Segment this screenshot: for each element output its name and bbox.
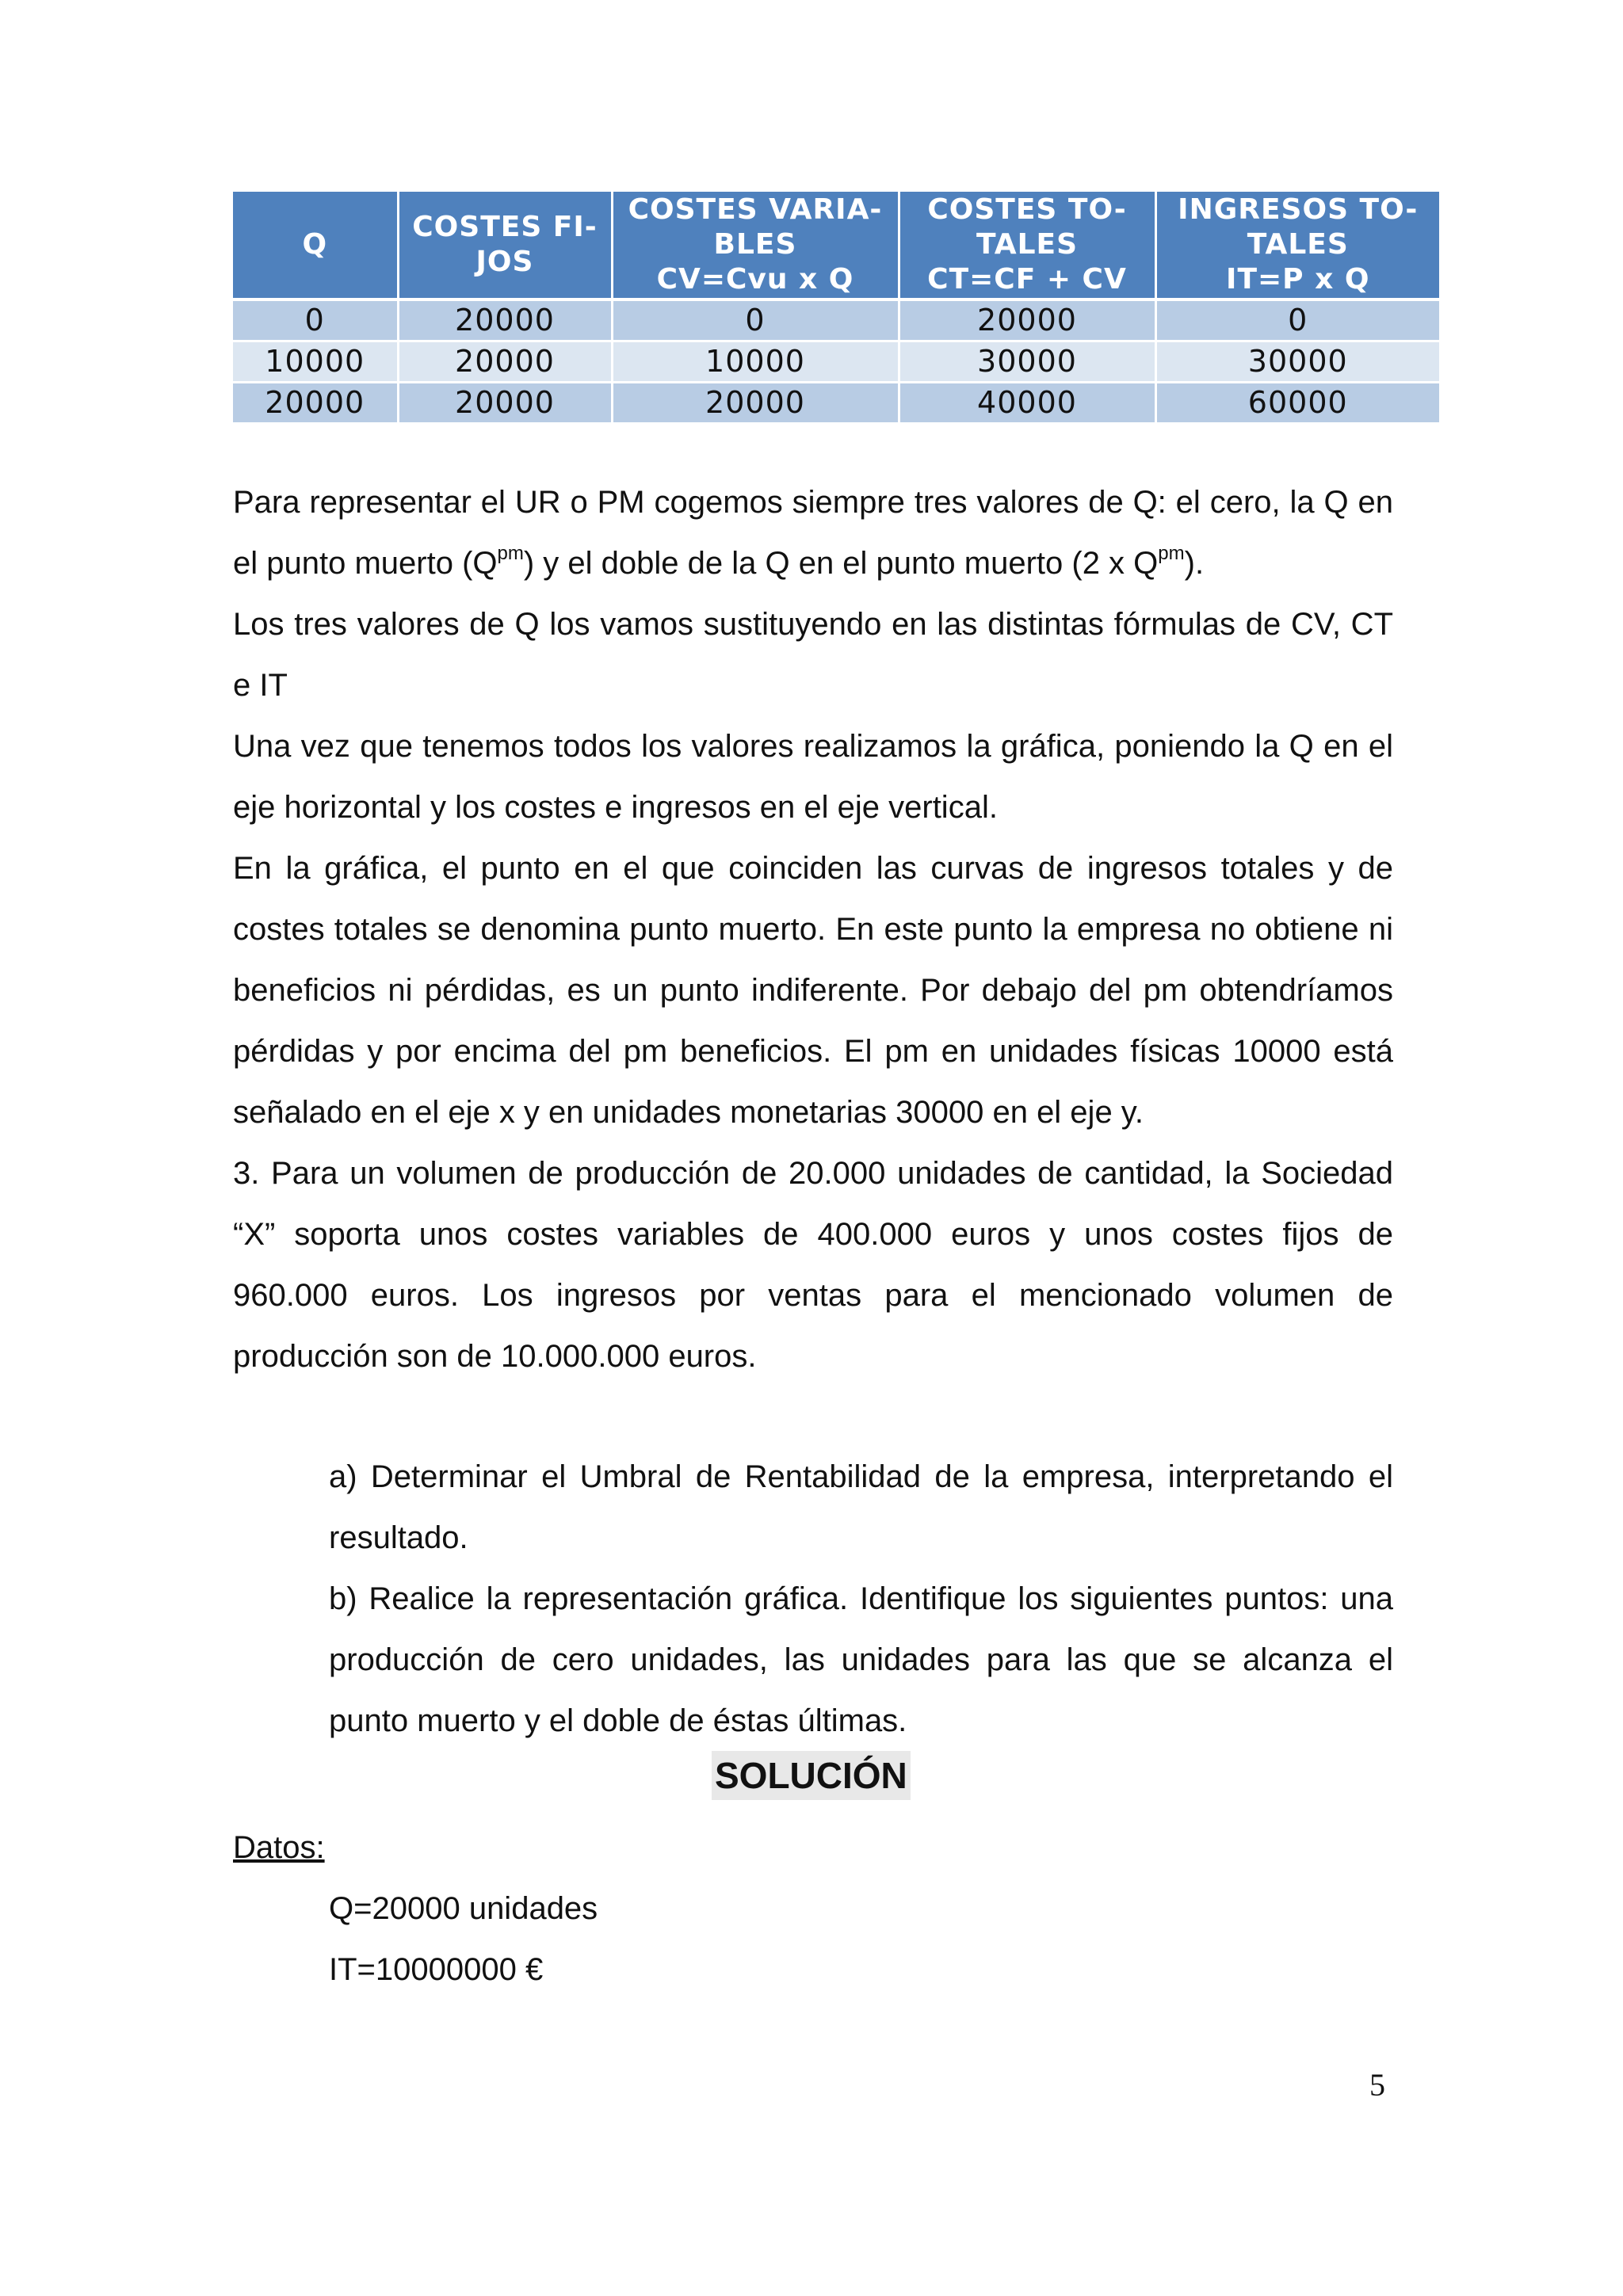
- table-row: [233, 383, 1439, 424]
- table-header-row: [233, 192, 1439, 299]
- paragraph-graph: Una vez que tenemos todos los valores realizamos la gráfica, poniendo la Q en el eje horizontal y los costes e ingresos en el eje vertical.: [233, 729, 1393, 825]
- cell-q: 20000: [233, 383, 398, 424]
- cell-it: 0: [1155, 299, 1439, 341]
- solution-heading: SOLUCIÓN: [712, 1751, 911, 1800]
- cell-cf: 20000: [398, 341, 612, 383]
- header-costes-variables: COSTES VARIA- BLES CV=Cvu x Q: [612, 192, 899, 299]
- cell-q: 10000: [233, 341, 398, 383]
- table-row: [233, 299, 1439, 341]
- paragraph-method: Para representar el UR o PM cogemos siempre tres valores de Q: el cero, la Q en el punto muerto $(Q^{pm})$ y el doble de la Q en el punto muerto (2 x $Q^{pm}$).: [233, 485, 1393, 581]
- cell-it: 60000: [1155, 383, 1439, 424]
- item-a: a) Determinar el Umbral de Rentabilidad de la empresa, interpretando el resultado.: [329, 1459, 1393, 1555]
- dato-q: Q=20000 unidades: [329, 1891, 598, 1926]
- cell-it: 30000: [1155, 341, 1439, 383]
- header-q: Q: [233, 192, 398, 299]
- paragraph-break-even: En la gráfica, el punto en el que coinciden las curvas de ingresos totales y de costes totales se denomina punto muerto. En este punto la empresa no obtiene ni beneficios ni pérdidas, es un punto indiferente. Por debajo del pm obtendríamos pérdidas y por encima del pm beneficios. El pm en unidades físicas 10000 está señalado en el eje x y en unidades monetarias 30000 en el eje y.: [233, 851, 1393, 1130]
- cell-cf: 20000: [398, 299, 612, 341]
- cell-ct: 30000: [899, 341, 1155, 383]
- header-costes-totales: COSTES TO- TALES CT=CF + CV: [899, 192, 1155, 299]
- paragraph-substitution: Los tres valores de Q los vamos sustituyendo en las distintas fórmulas de CV, CT e IT: [233, 607, 1393, 703]
- table-row: [233, 341, 1439, 383]
- cell-q: 0: [233, 299, 398, 341]
- datos-label: Datos:: [233, 1830, 325, 1865]
- header-ingresos-totales: INGRESOS TO- TALES IT=P x Q: [1155, 192, 1439, 299]
- cell-cv: 10000: [612, 341, 899, 383]
- cell-ct: 40000: [899, 383, 1155, 424]
- header-costes-fijos: COSTES FI- JOS: [398, 192, 612, 299]
- dato-it: IT=10000000 €: [329, 1952, 544, 1987]
- page-number: 5: [1369, 2067, 1385, 2103]
- explanation-text: [233, 472, 1393, 1387]
- break-even-table: [233, 192, 1439, 425]
- item-b: b) Realice la representación gráfica. Identifique los siguientes puntos: una producción de cero unidades, las unidades para las que se alcanza el punto muerto y el doble de éstas últimas.: [329, 1581, 1393, 1738]
- paragraph-exercise-3: 3. Para un volumen de producción de 20.000 unidades de cantidad, la Sociedad “X” soporta unos costes variables de 400.000 euros y unos costes fijos de 960.000 euros. Los ingresos por ventas para el mencionado volumen de producción son de 10.000.000 euros.: [233, 1156, 1393, 1374]
- cell-ct: 20000: [899, 299, 1155, 341]
- exercise-items: [329, 1447, 1393, 1752]
- cell-cf: 20000: [398, 383, 612, 424]
- cell-cv: 0: [612, 299, 899, 341]
- cell-cv: 20000: [612, 383, 899, 424]
